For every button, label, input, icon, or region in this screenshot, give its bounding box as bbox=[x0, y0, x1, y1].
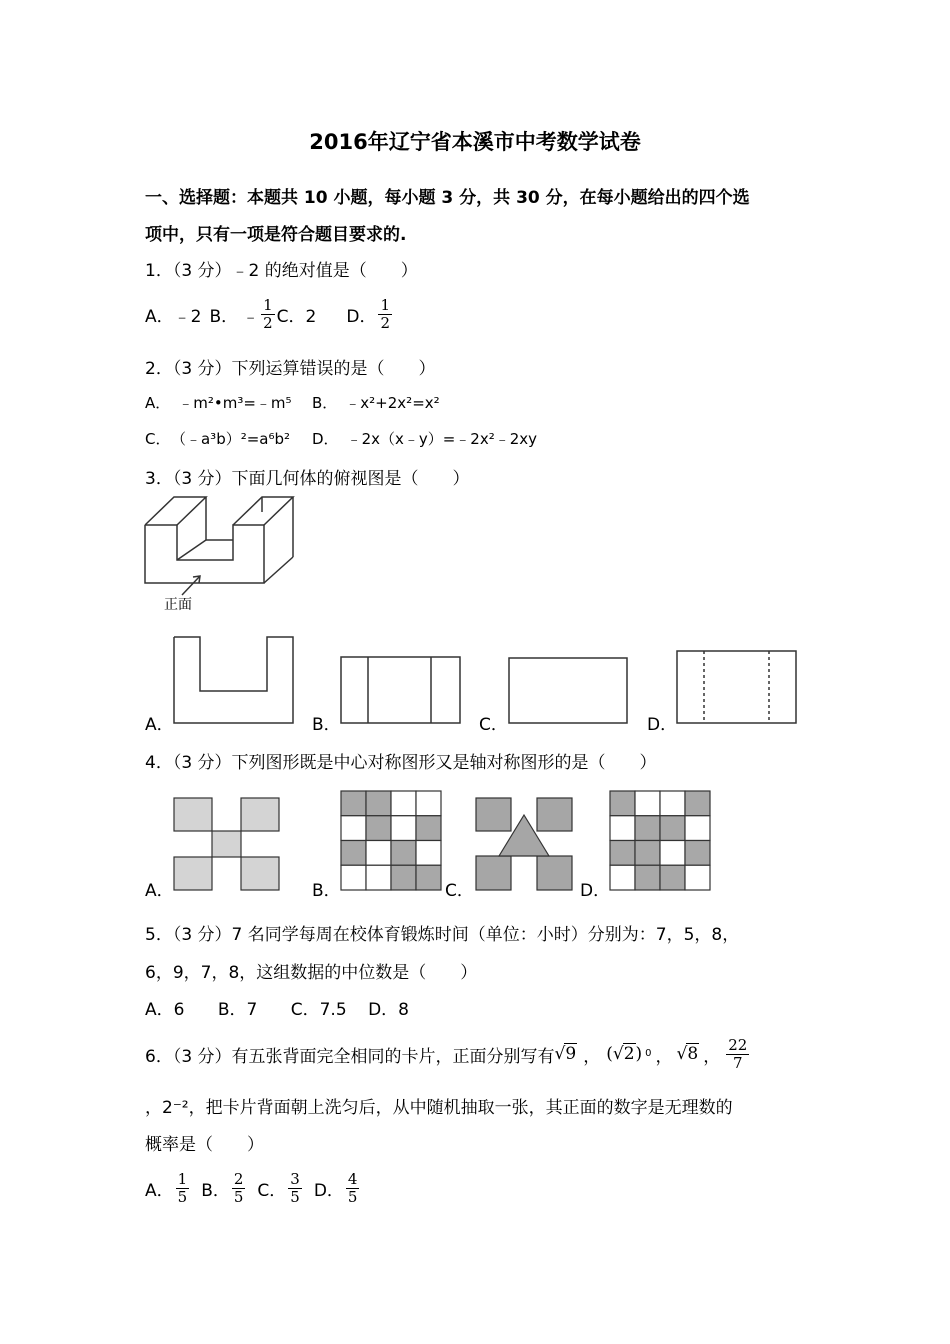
page-title: 2016年辽宁省本溪市中考数学试卷 bbox=[309, 130, 641, 154]
grid-cell bbox=[635, 791, 660, 816]
q5-option-a[interactable]: A．6 bbox=[145, 1000, 185, 1020]
grid-cell bbox=[610, 841, 635, 866]
q3-option-b-label[interactable]: B． bbox=[312, 715, 341, 735]
q2-option-b[interactable]: B． ﹣x²+2x²=x² bbox=[312, 394, 440, 412]
q6-option-a[interactable]: A． $\frac{1}{5}$ bbox=[145, 1169, 188, 1206]
q5-option-c[interactable]: C．7.5 bbox=[290, 1000, 347, 1020]
q4-stem: 4．（3 分）下列图形既是中心对称图形又是轴对称图形的是（ ） bbox=[145, 753, 657, 773]
q1-stem: 1．（3 分）﹣2 的绝对值是（ ） bbox=[145, 261, 418, 281]
grid-cell bbox=[685, 841, 710, 866]
q6-option-b[interactable]: B． $\frac{2}{5}$ bbox=[201, 1169, 244, 1206]
grid-cell bbox=[635, 841, 660, 866]
q3-option-c-label[interactable]: C． bbox=[479, 715, 508, 735]
q4-option-b-label[interactable]: B． bbox=[312, 881, 341, 901]
q4-option-d-label[interactable]: D． bbox=[580, 881, 611, 901]
q2-option-c[interactable]: C． （﹣a³b）²=a⁶b² bbox=[145, 430, 291, 448]
q6-option-c[interactable]: C． $\frac{3}{5}$ bbox=[257, 1169, 300, 1206]
sqrt-9: √9 bbox=[554, 1044, 577, 1064]
grid-cell bbox=[635, 816, 660, 841]
q3-stem: 3．（3 分）下面几何体的俯视图是（ ） bbox=[145, 469, 470, 489]
q6-options bbox=[145, 1166, 361, 1210]
q5-options bbox=[145, 995, 409, 1020]
q1-option-d[interactable]: D． $\frac{1}{2}$ bbox=[346, 295, 390, 332]
grid-cell bbox=[635, 865, 660, 890]
grid-cell bbox=[610, 791, 635, 816]
grid-cell bbox=[685, 865, 710, 890]
q6-line3: 概率是（ ） bbox=[145, 1135, 264, 1155]
sqrt-8: √8 bbox=[676, 1044, 699, 1064]
q2-option-a[interactable]: A． ﹣m²•m³=﹣m⁵ bbox=[145, 394, 292, 412]
q1-d-fraction: $\frac{1}{2}$ bbox=[380, 295, 390, 332]
q5-option-b[interactable]: B．7 bbox=[217, 1000, 258, 1020]
q3-option-d-label[interactable]: D． bbox=[647, 715, 678, 735]
section-heading-line2: 项中，只有一项是符合题目要求的. bbox=[145, 225, 407, 245]
grid-cell bbox=[660, 791, 685, 816]
q1-option-a[interactable]: A．﹣2 bbox=[145, 306, 202, 327]
q2-stem: 2．（3 分）下列运算错误的是（ ） bbox=[145, 359, 436, 379]
q5-line2: 6，9，7，8，这组数据的中位数是（ ） bbox=[145, 963, 478, 983]
grid-cell bbox=[685, 791, 710, 816]
q4-option-a-label[interactable]: A． bbox=[145, 881, 174, 901]
section-heading-line1: 一、选择题：本题共 10 小题，每小题 3 分，共 30 分，在每小题给出的四个选 bbox=[145, 188, 750, 208]
grid-cell bbox=[610, 816, 635, 841]
grid-cell bbox=[610, 865, 635, 890]
q5-line1: 5．（3 分）7 名同学每周在校体育锻炼时间（单位：小时）分别为：7，5，8， bbox=[145, 925, 740, 945]
q3-option-a-label[interactable]: A． bbox=[145, 715, 174, 735]
q6-line1: 6．（3 分）有五张背面完全相同的卡片，正面分别写有 √9 ， (√2) 0 ， √8 ， $\frac{22}{7}$ bbox=[145, 1035, 748, 1072]
q5-option-d[interactable]: D．8 bbox=[368, 1000, 409, 1020]
q2-option-d[interactable]: D． ﹣2x（x﹣y）=﹣2x²﹣2xy bbox=[312, 430, 538, 448]
frac-22-7: $\frac{22}{7}$ bbox=[728, 1035, 748, 1072]
q6-option-d[interactable]: D． $\frac{4}{5}$ bbox=[313, 1169, 358, 1206]
grid-cell bbox=[660, 865, 685, 890]
q1-b-fraction: $\frac{1}{2}$ bbox=[263, 295, 273, 332]
grid-cell bbox=[660, 816, 685, 841]
q4-option-c-label[interactable]: C． bbox=[445, 881, 474, 901]
paren-sqrt-2: (√2) bbox=[606, 1044, 643, 1064]
grid-cell bbox=[660, 841, 685, 866]
q1-option-c[interactable]: C．2 bbox=[276, 306, 317, 327]
q3-front-label: 正面 bbox=[164, 597, 192, 613]
q6-line2: ，2⁻²，把卡片背面朝上洗匀后，从中随机抽取一张，其正面的数字是无理数的 bbox=[145, 1098, 733, 1118]
grid-cell bbox=[685, 816, 710, 841]
q1-option-b[interactable]: B． ﹣ $\frac{1}{2}$ bbox=[209, 295, 273, 332]
